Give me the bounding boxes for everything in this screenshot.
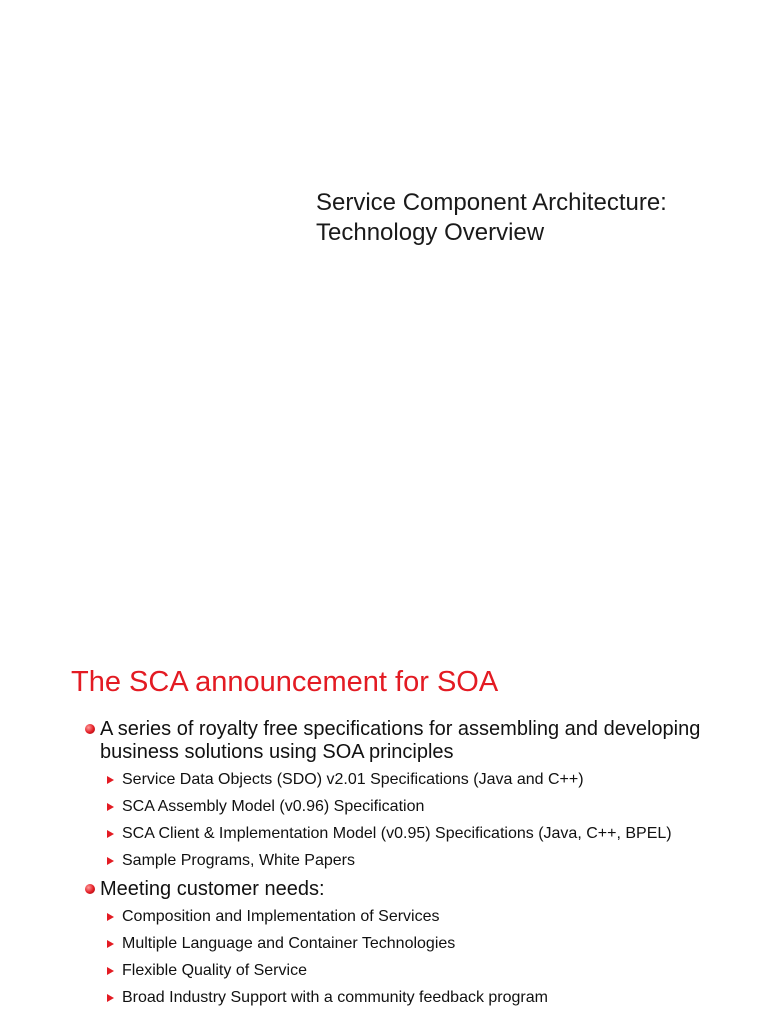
sub-bullet-item: [100, 797, 734, 817]
sub-bullet-item: [100, 907, 734, 927]
sub-bullet-item: [100, 934, 734, 954]
slide-title: [316, 188, 756, 248]
arrow-bullet-icon: [107, 967, 114, 975]
arrow-bullet-icon: [107, 940, 114, 948]
bullet-text: A series of royalty free specifications for assembling and developing business solutions using SOA principles: [100, 718, 701, 763]
sub-bullet-list: [100, 907, 734, 1008]
arrow-bullet-icon: [107, 776, 114, 784]
sub-bullet-text: Sample Programs, White Papers: [122, 852, 355, 869]
sub-bullet-item: [100, 824, 734, 844]
arrow-bullet-icon: [107, 803, 114, 811]
bullet-text: Meeting customer needs:: [100, 878, 325, 900]
arrow-bullet-icon: [107, 830, 114, 838]
arrow-bullet-icon: [107, 857, 114, 865]
sub-bullet-text: SCA Assembly Model (v0.96) Specification: [122, 798, 425, 815]
sub-bullet-text: Broad Industry Support with a community feedback program: [122, 989, 548, 1006]
sub-bullet-item: [100, 770, 734, 790]
sub-bullet-list: [100, 770, 734, 871]
slide-title-line-2: Technology Overview: [316, 219, 545, 246]
section-heading: The SCA announcement for SOA: [71, 666, 499, 698]
bullet-dot-icon: [85, 724, 95, 734]
sub-bullet-text: Multiple Language and Container Technologies: [122, 935, 456, 952]
sub-bullet-text: Composition and Implementation of Services: [122, 908, 440, 925]
sub-bullet-item: [100, 961, 734, 981]
sub-bullet-text: SCA Client & Implementation Model (v0.95) Specifications (Java, C++, BPEL): [122, 825, 672, 842]
bullet-list: [84, 718, 734, 1015]
sub-bullet-text: Service Data Objects (SDO) v2.01 Specifications (Java and C++): [122, 771, 584, 788]
bullet-dot-icon: [85, 884, 95, 894]
slide-title-line-1: Service Component Architecture:: [316, 189, 667, 216]
arrow-bullet-icon: [107, 994, 114, 1002]
sub-bullet-text: Flexible Quality of Service: [122, 962, 307, 979]
sub-bullet-item: [100, 851, 734, 871]
sub-bullet-item: [100, 988, 734, 1008]
arrow-bullet-icon: [107, 913, 114, 921]
bullet-item: [84, 878, 734, 1008]
bullet-item: [84, 718, 734, 871]
